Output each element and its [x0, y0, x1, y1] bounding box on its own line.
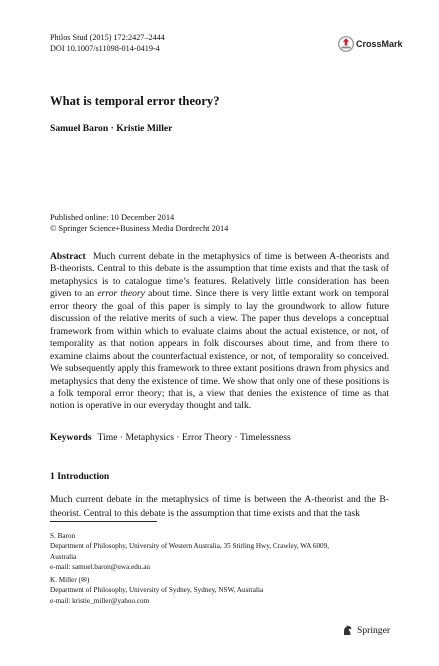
affiliation-baron: [50, 531, 329, 573]
crossmark-badge[interactable]: [338, 36, 403, 52]
published-date: Published online: 10 December 2014: [50, 213, 175, 222]
springer-logo: [342, 624, 390, 636]
affiliation-name: K. Miller: [50, 576, 77, 584]
paper-title: What is temporal error theory?: [50, 94, 220, 108]
crossmark-icon: [338, 36, 354, 52]
crossmark-label: CrossMark: [356, 39, 403, 49]
mail-icon: (✉): [78, 576, 90, 584]
copyright-line: © Springer Science+Business Media Dordrecht 2014: [50, 224, 229, 233]
abstract-block: [50, 251, 389, 413]
affiliation-department: Department of Philosophy, University of Western Australia, 35 Stirling Hwy, Crawley, WA 6009,: [50, 542, 330, 551]
springer-label: Springer: [357, 624, 391, 636]
affiliation-name: S. Baron: [50, 532, 76, 540]
keywords-line: [50, 432, 291, 443]
affiliation-email[interactable]: e-mail: kristie_miller@yahoo.com: [50, 596, 150, 605]
keywords-heading: Keywords: [50, 432, 92, 443]
affiliation-miller: [50, 575, 263, 606]
affiliation-email[interactable]: e-mail: samuel.baron@uwa.edu.au: [50, 563, 151, 572]
publication-info: [50, 212, 228, 234]
footnote-divider: [50, 521, 157, 522]
doi-link[interactable]: DOI 10.1007/s11098-014-0419-4: [50, 44, 160, 53]
journal-citation: Philos Stud (2015) 172:2427–2444: [50, 33, 165, 42]
springer-horse-icon: [342, 624, 353, 636]
introduction-text: Much current debate in the metaphysics of time is between the A-theorist and the B-theorist. Central to this debate is the assumption that time exists and that the task: [50, 494, 389, 519]
keywords-text: Time · Metaphysics · Error Theory · Timelessness: [97, 432, 291, 443]
abstract-text-part2: about time. Since there is very little extant work on temporal error theory the goal of this paper is simply to lay the groundwork to allow future discussion of the relative merits of such a view. The paper thus develops a conceptual framework from within which to evaluate claims about the actual existence, or not, of temporality as that notion appears in folk discourses about time, and from there to examine claims about the counterfactual existence, or not, of temporality so conceived. We subsequently apply this framework to three extant positions drawn from physics and metaphysics that deny the existence of time. We show that only one of these positions is a folk temporal error theory; that is, a view that denies the existence of time as that notion is operative in our everyday thought and talk.: [50, 288, 390, 412]
author-list: Samuel Baron · Kristie Miller: [50, 123, 173, 134]
abstract-emphasis: error theory: [97, 288, 145, 300]
abstract-heading: Abstract: [50, 251, 86, 262]
affiliation-department: Department of Philosophy, University of Sydney, Sydney, NSW, Australia: [50, 586, 264, 595]
article-meta: [50, 32, 165, 54]
abstract-text-part1: Much current debate in the metaphysics of time is between A-theorists and B-theorists. Central to this debate is the assumption that time exists and that the task of metaphysics is to catalogue time’s features. Relatively little consideration has been given to an: [50, 251, 389, 300]
affiliation-country: Australia: [50, 552, 77, 561]
section-heading-introduction: 1 Introduction: [50, 471, 110, 482]
